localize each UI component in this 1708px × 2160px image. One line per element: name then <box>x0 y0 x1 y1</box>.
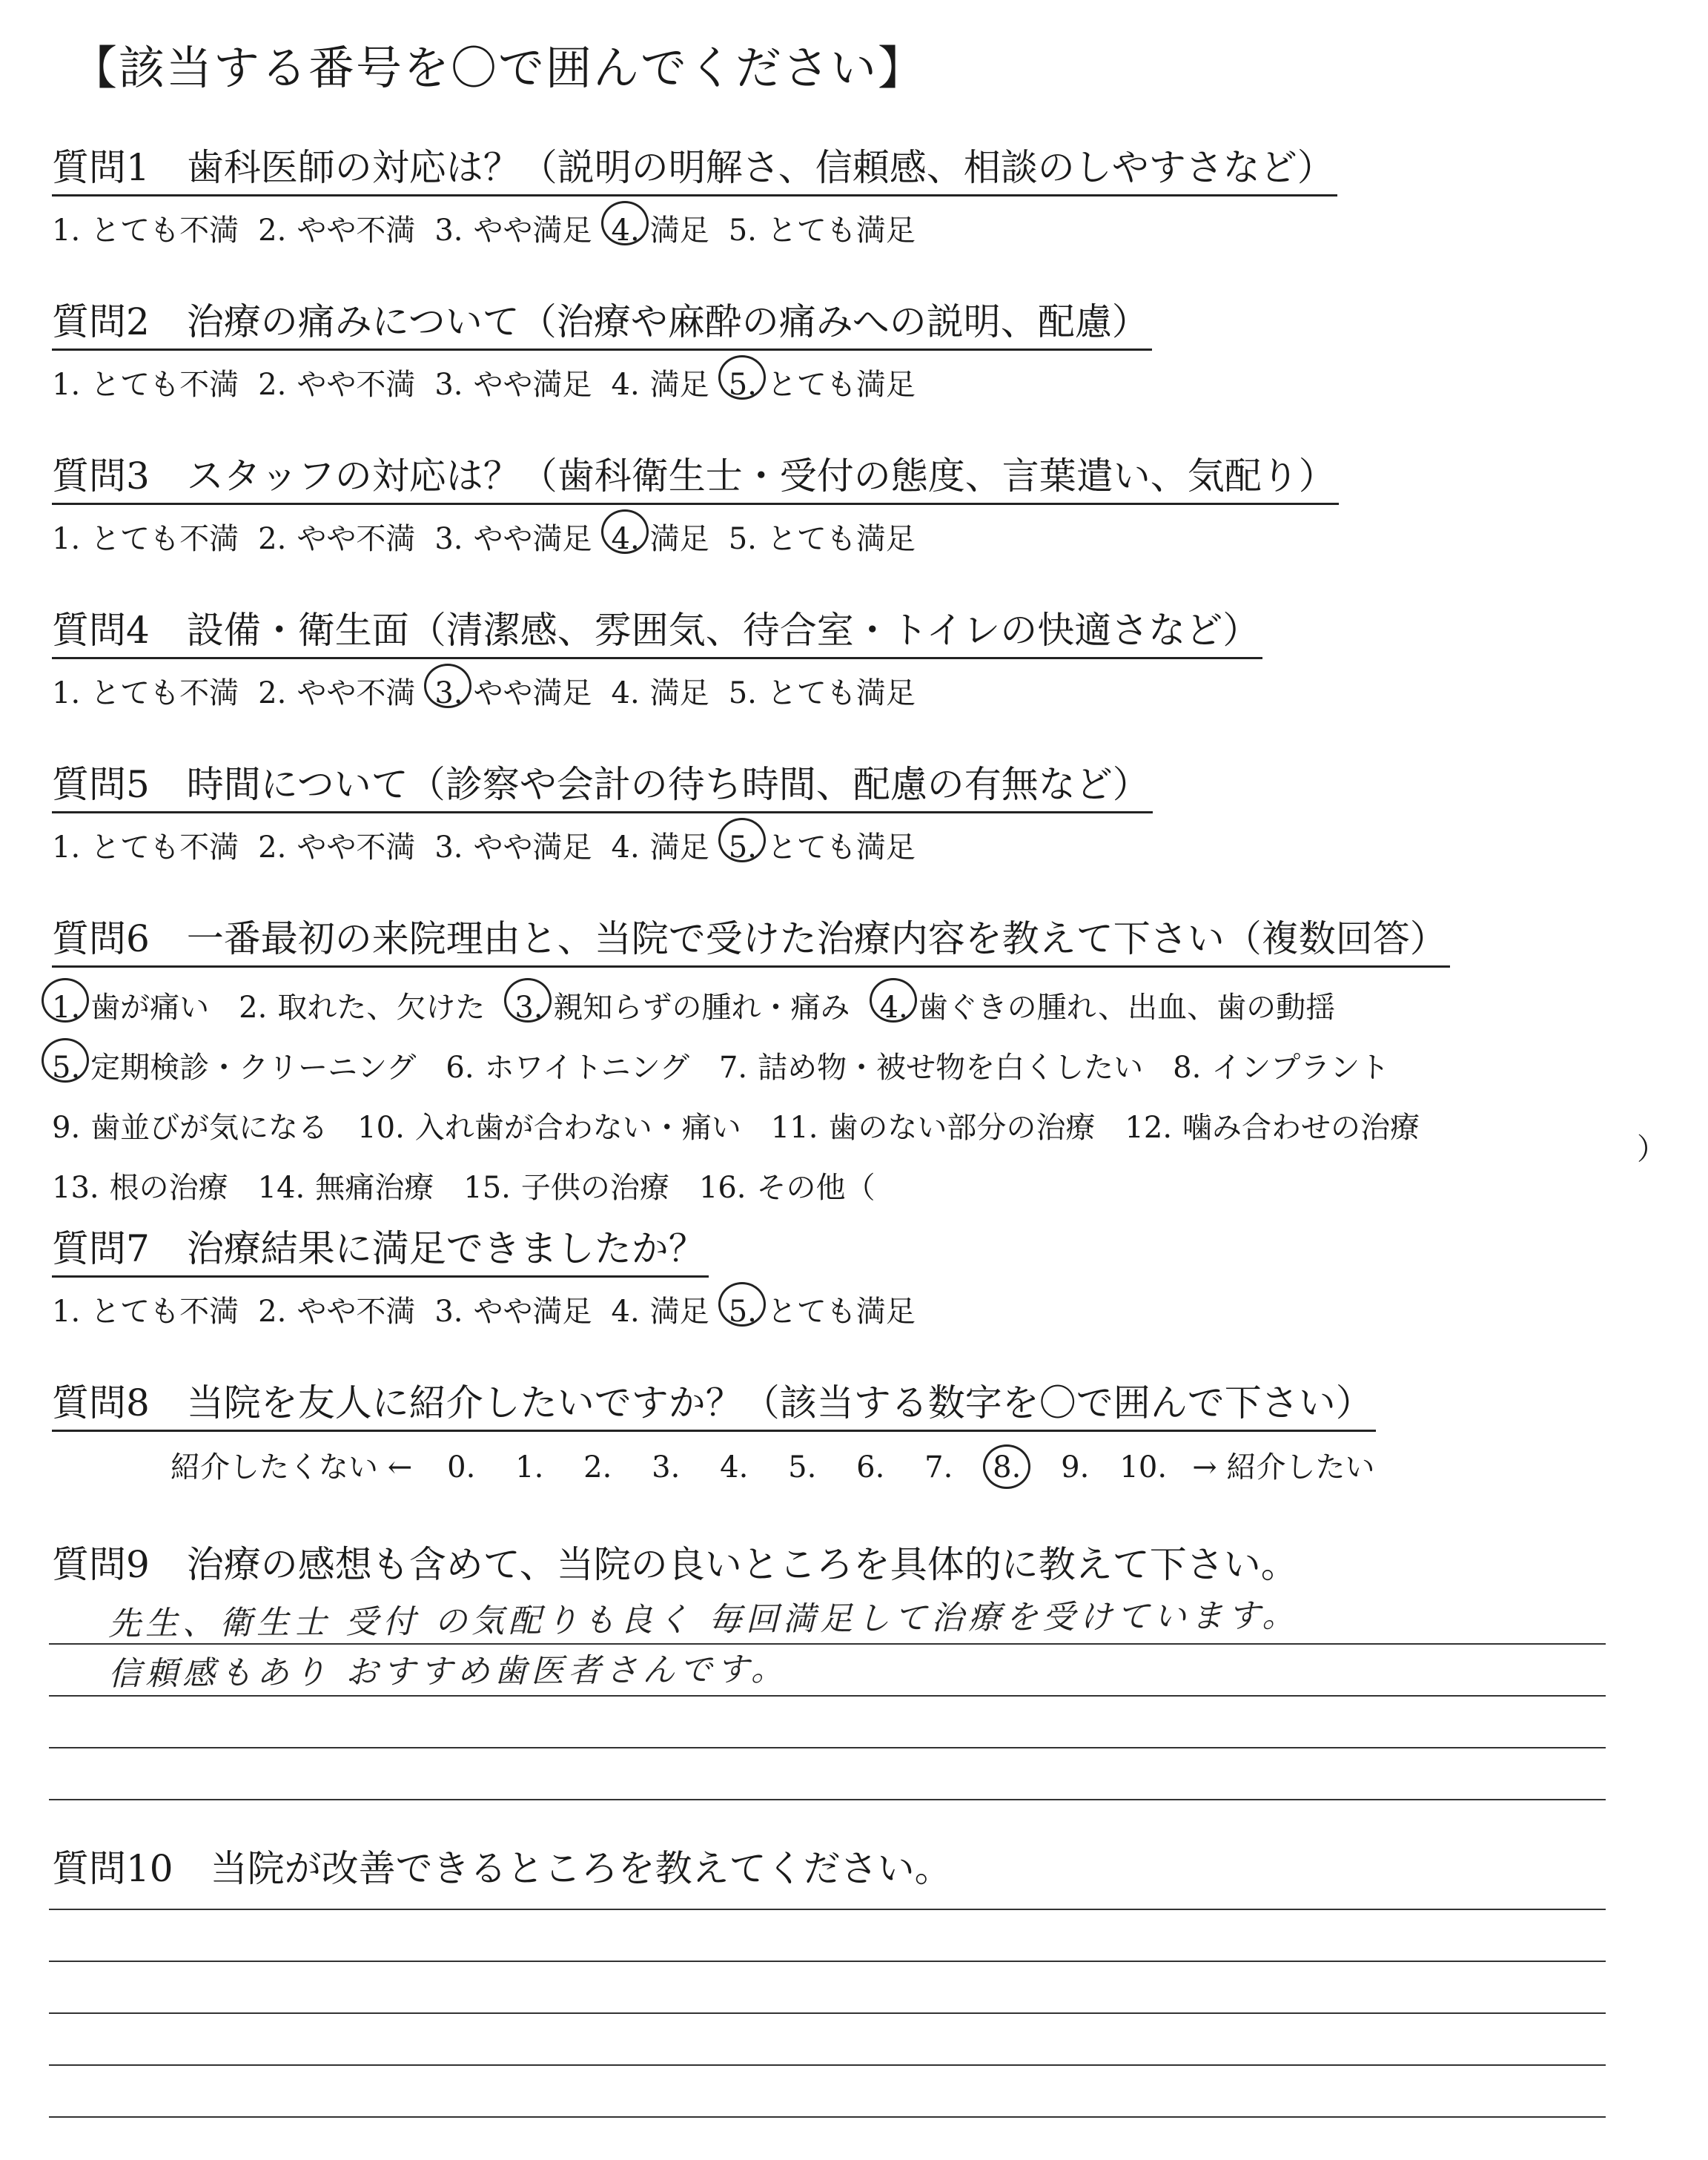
option-3[interactable] <box>434 1288 592 1330</box>
reason-option[interactable] <box>1173 1044 1389 1086</box>
reason-option[interactable] <box>463 1164 669 1206</box>
option-number: 4. <box>879 991 908 1025</box>
recommend-scale[interactable] <box>156 1444 1389 1486</box>
option-1[interactable] <box>52 1288 239 1330</box>
question-1 <box>52 138 1337 249</box>
page-title: 【該当する番号を〇で囲んでください】 <box>71 41 926 95</box>
answer-line[interactable] <box>49 1645 1606 1697</box>
answer-line[interactable] <box>49 2014 1606 2066</box>
option-label: 入れ歯が合わない・痛い <box>414 1111 741 1145</box>
option-label: やや満足 <box>473 522 592 556</box>
option-label: 親知らずの腫れ・痛み <box>553 991 850 1025</box>
question-4 <box>52 601 1262 712</box>
option-3[interactable] <box>434 670 592 712</box>
option-number: 7. <box>718 1051 748 1085</box>
selection-circle <box>983 1444 1030 1489</box>
option-label: とても満足 <box>767 830 916 865</box>
option-number: 4. <box>611 1295 640 1329</box>
scale-point[interactable]: 4. <box>720 1450 749 1484</box>
scale-point[interactable]: 9. <box>1061 1450 1090 1484</box>
answer-line[interactable] <box>49 1962 1606 2014</box>
reason-option[interactable] <box>52 984 209 1026</box>
scale-point[interactable]: 6. <box>856 1450 885 1484</box>
option-label: やや満足 <box>473 1295 592 1329</box>
answer-line[interactable] <box>49 1910 1606 1962</box>
option-label: 噛み合わせの治療 <box>1182 1111 1420 1145</box>
scale-point[interactable]: 7. <box>924 1450 953 1484</box>
option-label: 歯のない部分の治療 <box>828 1111 1096 1145</box>
option-label: 満足 <box>649 676 709 710</box>
option-label: 定期検診・クリーニング <box>90 1051 417 1085</box>
option-4[interactable] <box>612 824 709 866</box>
option-label: やや不満 <box>297 368 416 402</box>
option-label: やや満足 <box>473 368 592 402</box>
scale-point[interactable]: 3. <box>652 1450 681 1484</box>
question-5 <box>52 755 1153 866</box>
option-3[interactable] <box>434 824 592 866</box>
option-2[interactable] <box>258 207 415 249</box>
option-row <box>52 984 1450 1026</box>
option-4[interactable] <box>612 515 709 558</box>
option-number: 13. <box>52 1171 99 1205</box>
question-7-heading: 質問7 治療結果に満足できましたか？ <box>52 1219 709 1278</box>
reason-option[interactable] <box>514 984 850 1026</box>
selection-circle <box>504 978 552 1023</box>
scale-point[interactable]: 2. <box>583 1450 612 1484</box>
option-number: 3. <box>434 522 463 556</box>
selection-circle <box>718 1282 766 1327</box>
option-label: 歯ぐきの腫れ、出血、歯の動揺 <box>918 991 1336 1025</box>
question-8 <box>52 1373 1389 1486</box>
answer-line[interactable] <box>49 2066 1606 2118</box>
option-number: 1. <box>52 522 81 556</box>
option-number: 5. <box>728 676 757 710</box>
option-label: やや不満 <box>297 214 416 248</box>
option-row <box>52 1164 1450 1206</box>
option-number: 1. <box>52 368 81 402</box>
option-number: 3. <box>434 676 463 710</box>
option-label: とても不満 <box>90 368 239 402</box>
option-number: 2. <box>258 368 287 402</box>
option-label: やや満足 <box>473 214 592 248</box>
reason-option[interactable] <box>52 1104 328 1146</box>
handwritten-answer: 信頼感もあり おすすめ歯医者さんです。 <box>107 1650 789 1694</box>
option-number: 3. <box>434 214 463 248</box>
option-3[interactable] <box>434 207 592 249</box>
option-label: やや満足 <box>473 830 592 865</box>
scale-point[interactable]: 0. <box>447 1450 476 1484</box>
option-number: 5. <box>728 830 757 865</box>
option-number: 2. <box>258 830 287 865</box>
option-number: 3. <box>434 830 463 865</box>
option-label: 子供の治療 <box>520 1171 669 1205</box>
option-number: 10. <box>357 1111 405 1145</box>
selection-circle <box>42 978 89 1023</box>
option-2[interactable] <box>258 515 415 558</box>
option-4[interactable] <box>612 361 709 403</box>
option-number: 3. <box>514 991 543 1025</box>
option-number: 4. <box>611 368 640 402</box>
reason-option[interactable] <box>239 984 485 1026</box>
question-6-options[interactable] <box>52 984 1450 1206</box>
question-1-heading: 質問1 歯科医師の対応は？（説明の明解さ、信頼感、相談のしやすさなど） <box>52 138 1337 196</box>
option-1[interactable] <box>52 207 239 249</box>
option-label: 満足 <box>649 214 709 248</box>
option-5[interactable] <box>729 515 916 558</box>
option-2[interactable] <box>258 824 415 866</box>
scale-right-label: → 紹介したい <box>1192 1450 1375 1484</box>
question-2 <box>52 292 1152 403</box>
option-5[interactable] <box>729 207 916 249</box>
option-number: 12. <box>1125 1111 1173 1145</box>
option-2[interactable] <box>258 670 415 712</box>
selection-circle <box>870 978 917 1023</box>
question-7 <box>52 1219 935 1330</box>
option-label: 無痛治療 <box>315 1171 434 1205</box>
question-2-heading: 質問2 治療の痛みについて（治療や麻酔の痛みへの説明、配慮） <box>52 292 1152 351</box>
option-label: インプラント <box>1211 1051 1390 1085</box>
reason-option[interactable] <box>357 1104 741 1146</box>
option-label: ホワイトニング <box>484 1051 689 1085</box>
option-label: やや不満 <box>297 1295 416 1329</box>
scale-left-label: 紹介したくない ← <box>171 1450 413 1484</box>
option-5[interactable] <box>729 361 916 403</box>
answer-line[interactable] <box>49 1858 1606 1910</box>
question-9-heading: 質問9 治療の感想も含めて、当院の良いところを具体的に教えて下さい。 <box>52 1543 1298 1586</box>
reason-option[interactable] <box>52 1164 228 1206</box>
option-label: とても不満 <box>90 1295 239 1329</box>
selection-circle <box>718 355 766 400</box>
option-number: 8. <box>1173 1051 1202 1085</box>
scale-point[interactable]: 5. <box>788 1450 817 1484</box>
question-4-options[interactable] <box>52 670 1262 712</box>
option-4[interactable] <box>612 670 709 712</box>
selection-circle <box>42 1038 89 1083</box>
option-number: 2. <box>239 991 268 1025</box>
option-number: 9. <box>52 1111 81 1145</box>
option-label: 詰め物・被せ物を白くしたい <box>758 1051 1144 1085</box>
option-number: 14. <box>257 1171 305 1205</box>
option-label: やや不満 <box>297 522 416 556</box>
option-label: とても不満 <box>90 522 239 556</box>
reason-option[interactable] <box>699 1164 875 1206</box>
option-label: とても満足 <box>767 676 916 710</box>
option-row <box>52 1104 1450 1146</box>
question-9-answer-area[interactable] <box>49 1544 1606 1800</box>
option-label: 満足 <box>649 522 709 556</box>
question-6-heading: 質問6 一番最初の来院理由と、当院で受けた治療内容を教えて下さい（複数回答） <box>52 909 1450 968</box>
selection-circle <box>718 818 766 862</box>
option-label: とても満足 <box>767 1295 916 1329</box>
option-number: 1. <box>52 991 81 1025</box>
question-3-heading: 質問3 スタッフの対応は？（歯科衛生士・受付の態度、言葉遣い、気配り） <box>52 446 1339 505</box>
handwritten-answer: 先生、衛生士 受付 の気配りも良く 毎回満足して治療を受けています。 <box>107 1596 1300 1643</box>
option-number: 1. <box>52 1295 81 1329</box>
option-5[interactable] <box>729 1288 916 1330</box>
option-label: 満足 <box>649 830 709 865</box>
question-3-options[interactable] <box>52 515 1339 558</box>
option-number: 15. <box>463 1171 511 1205</box>
answer-line[interactable] <box>49 1748 1606 1800</box>
reason-option[interactable] <box>880 984 1336 1026</box>
question-6 <box>52 909 1450 1206</box>
question-8-heading: 質問8 当院を友人に紹介したいですか？（該当する数字を〇で囲んで下さい） <box>52 1373 1376 1432</box>
option-number: 4. <box>611 522 640 556</box>
option-row <box>52 1044 1450 1086</box>
option-number: 2. <box>258 522 287 556</box>
option-label: 歯が痛い <box>90 991 210 1025</box>
option-2[interactable] <box>258 361 415 403</box>
option-1[interactable] <box>52 670 239 712</box>
option-number: 5. <box>728 214 757 248</box>
question-5-options[interactable] <box>52 824 1153 866</box>
question-10-heading: 質問10 当院が改善できるところを教えてください。 <box>52 1847 952 1890</box>
option-4[interactable] <box>612 207 709 249</box>
option-label: とても満足 <box>767 368 916 402</box>
option-1[interactable] <box>52 515 239 558</box>
question-1-options[interactable] <box>52 207 1337 249</box>
option-3[interactable] <box>434 361 592 403</box>
option-number: 2. <box>258 676 287 710</box>
option-2[interactable] <box>258 1288 415 1330</box>
option-number: 4. <box>611 830 640 865</box>
selection-circle <box>601 509 649 554</box>
option-label: やや不満 <box>297 676 416 710</box>
option-number: 3. <box>434 368 463 402</box>
option-label: 満足 <box>649 1295 709 1329</box>
option-number: 5. <box>52 1051 81 1085</box>
option-1[interactable] <box>52 361 239 403</box>
option-label: とても満足 <box>767 522 916 556</box>
reason-option[interactable] <box>771 1104 1096 1146</box>
reason-option[interactable] <box>52 1044 416 1086</box>
option-label: とても不満 <box>90 830 239 865</box>
option-number: 4. <box>611 214 640 248</box>
question-4-heading: 質問4 設備・衛生面（清潔感、雰囲気、待合室・トイレの快適さなど） <box>52 601 1262 659</box>
option-label: その他（ <box>756 1171 875 1205</box>
option-number: 2. <box>258 214 287 248</box>
option-1[interactable] <box>52 824 239 866</box>
option-4[interactable] <box>612 1288 709 1330</box>
option-label: 歯並びが気になる <box>90 1111 328 1145</box>
option-number: 16. <box>698 1171 747 1205</box>
scale-point[interactable]: 1. <box>515 1450 544 1484</box>
option-label: 取れた、欠けた <box>277 991 486 1025</box>
option-number: 2. <box>258 1295 287 1329</box>
reason-option[interactable] <box>1125 1104 1420 1146</box>
question-2-options[interactable] <box>52 361 1152 403</box>
option-label: やや不満 <box>297 830 416 865</box>
option-number: 1. <box>52 214 81 248</box>
option-number: 5. <box>728 368 757 402</box>
question-5-heading: 質問5 時間について（診察や会計の待ち時間、配慮の有無など） <box>52 755 1153 813</box>
reason-option[interactable] <box>719 1044 1143 1086</box>
other-paren-close: ） <box>1637 1132 1666 1166</box>
question-3 <box>52 446 1339 558</box>
option-3[interactable] <box>434 515 592 558</box>
option-number: 6. <box>446 1051 474 1085</box>
selection-circle <box>424 664 471 708</box>
option-number: 5. <box>728 522 757 556</box>
option-label: 満足 <box>649 368 709 402</box>
selection-circle <box>601 201 649 245</box>
option-label: とても満足 <box>767 214 916 248</box>
option-label: 根の治療 <box>109 1171 228 1205</box>
option-number: 11. <box>770 1111 818 1145</box>
option-label: とても不満 <box>90 676 239 710</box>
scale-point[interactable]: 10. <box>1119 1450 1168 1484</box>
scale-point[interactable]: 8. <box>973 1450 1041 1484</box>
option-5[interactable] <box>729 824 916 866</box>
option-5[interactable] <box>729 670 916 712</box>
option-number: 5. <box>728 1295 757 1329</box>
option-number: 1. <box>52 830 81 865</box>
answer-line[interactable] <box>49 1697 1606 1748</box>
question-7-options[interactable] <box>52 1288 935 1330</box>
answer-line[interactable] <box>49 1544 1606 1645</box>
reason-option[interactable] <box>446 1044 689 1086</box>
reason-option[interactable] <box>258 1164 434 1206</box>
option-label: とても不満 <box>90 214 239 248</box>
option-number: 3. <box>434 1295 463 1329</box>
option-number: 4. <box>611 676 640 710</box>
option-number: 1. <box>52 676 81 710</box>
option-label: やや満足 <box>473 676 592 710</box>
question-10-answer-area[interactable] <box>49 1858 1606 2118</box>
